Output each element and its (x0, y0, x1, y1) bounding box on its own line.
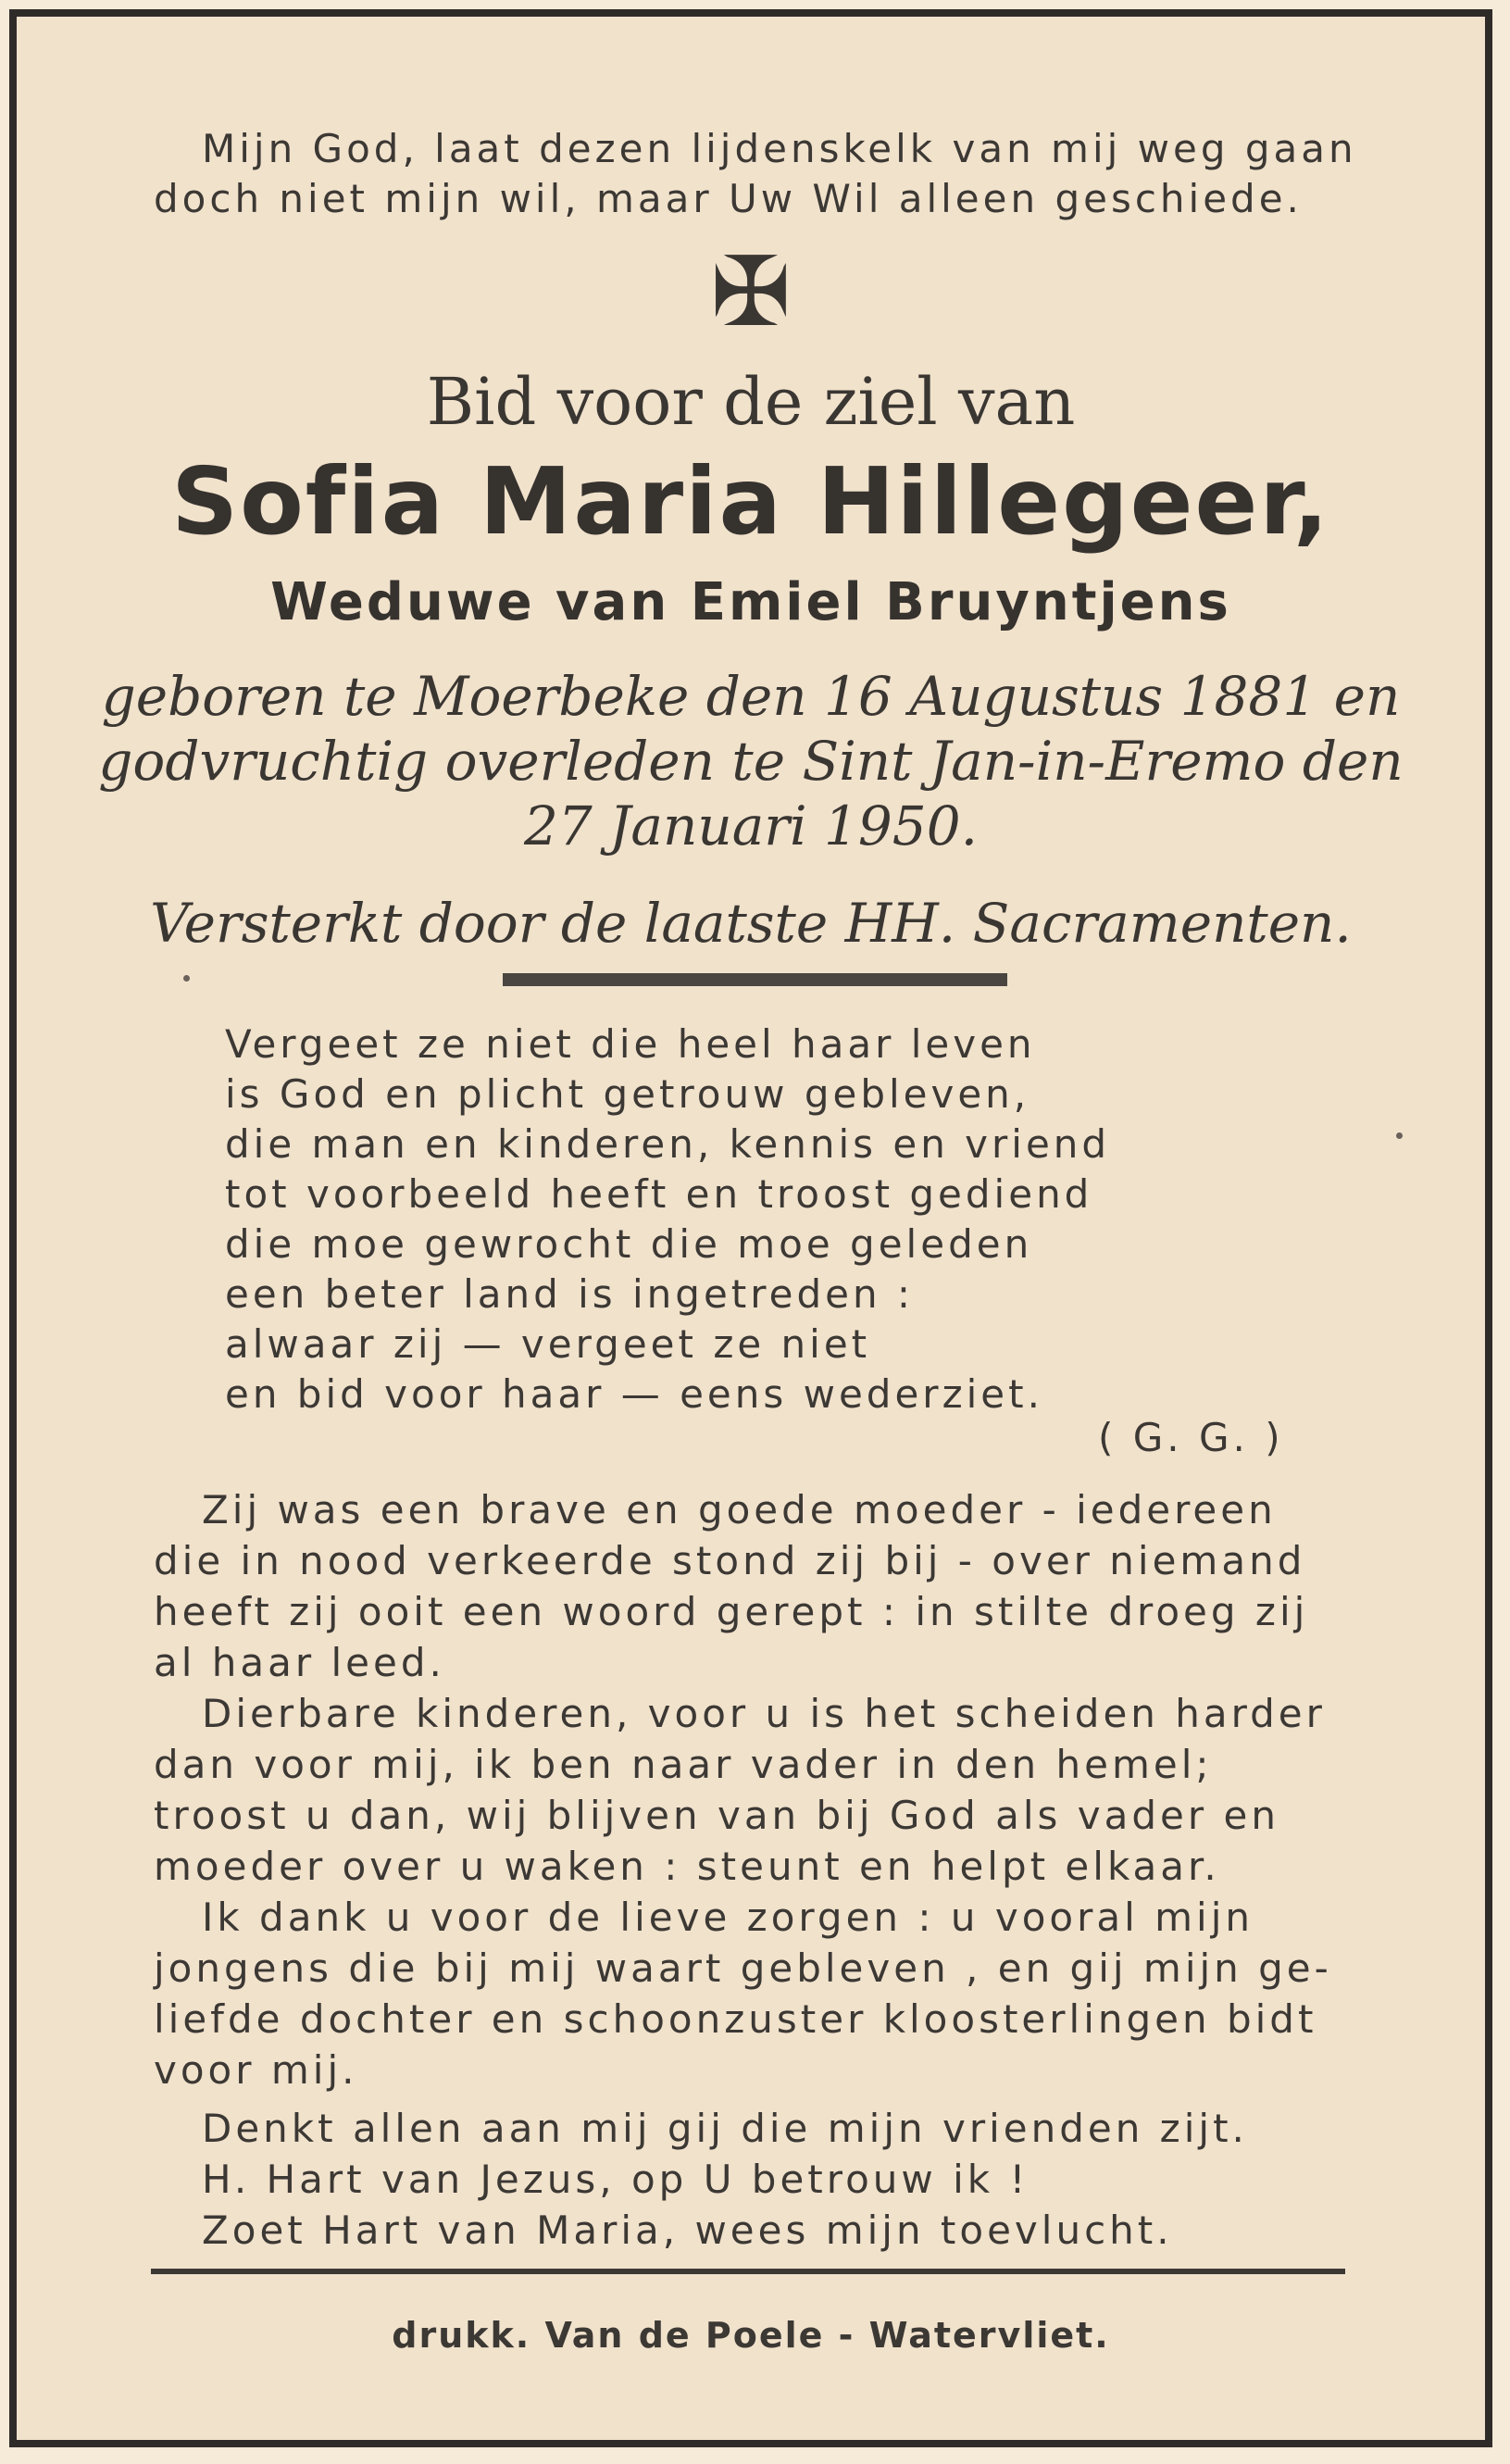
death-line: godvruchtig overleden te Sint Jan-in-Eremo den (98, 730, 1404, 793)
poem-line-2: is God en plicht getrouw gebleven, (225, 1071, 1030, 1117)
poem-line-4: tot voorbeeld heeft en troost gediend (225, 1171, 1093, 1217)
header-verse-line-1: Mijn God, laat dezen lijdenskelk van mij weg gaan (202, 126, 1357, 171)
prose-line-5: Dierbare kinderen, voor u is het scheiden harder (202, 1691, 1326, 1736)
poem-line-6: een beter land is ingetreden : (225, 1271, 915, 1317)
poem-line-8: en bid voor haar — eens wederziet. (225, 1371, 1043, 1417)
prose-line-12: voor mij. (154, 2047, 358, 2093)
header-verse-line-2: doch niet mijn wil, maar Uw Wil alleen geschiede. (154, 176, 1303, 221)
prose-line-6: dan voor mij, ik ben naar vader in den hemel; (154, 1742, 1213, 1787)
prose-line-1: Zij was een brave en goede moeder - iedereen (202, 1487, 1277, 1532)
paper-speck (1396, 1132, 1403, 1139)
prose-line-10: jongens die bij mij waart gebleven , en gij mijn ge- (154, 1945, 1332, 1991)
prose-line-14: H. Hart van Jezus, op U betrouw ik ! (202, 2157, 1030, 2202)
prayer-heading: Bid voor de ziel van (426, 364, 1076, 440)
paper-speck (183, 975, 190, 982)
footer-divider (151, 2269, 1345, 2274)
widow-subtitle: Weduwe van Emiel Bruyntjens (270, 572, 1231, 632)
poem-signature: ( G. G. ) (1098, 1415, 1284, 1460)
memorial-card (9, 9, 1492, 2447)
sacraments-line: Versterkt door de laatste HH. Sacramenten. (150, 892, 1352, 955)
cross-icon: ✠ (710, 235, 792, 348)
prose-line-13: Denkt allen aan mij gij die mijn vrienden zijt. (202, 2106, 1248, 2151)
prose-line-8: moeder over u waken : steunt en helpt elkaar. (154, 1844, 1220, 1889)
deceased-name: Sofia Maria Hillegeer, (171, 447, 1330, 556)
poem-line-5: die moe gewrocht die moe geleden (225, 1221, 1033, 1267)
prose-line-3: heeft zij ooit een woord gerept : in stilte droeg zij (154, 1589, 1309, 1634)
prose-line-7: troost u dan, wij blijven van bij God als vader en (154, 1793, 1279, 1838)
poem-line-3: die man en kinderen, kennis en vriend (225, 1121, 1111, 1167)
prose-line-9: Ik dank u voor de lieve zorgen : u vooral mijn (202, 1895, 1254, 1940)
prose-line-4: al haar leed. (154, 1640, 445, 1685)
poem-line-1: Vergeet ze niet die heel haar leven (225, 1021, 1036, 1067)
short-divider (503, 973, 1007, 986)
prose-line-2: die in nood verkeerde stond zij bij - over niemand (154, 1538, 1306, 1583)
poem-line-7: alwaar zij — vergeet ze niet (225, 1321, 871, 1367)
printer-credit: drukk. Van de Poele - Watervliet. (392, 2315, 1110, 2356)
prose-line-11: liefde dochter en schoonzuster kloosterlingen bidt (154, 1996, 1317, 2042)
death-date-line: 27 Januari 1950. (523, 794, 979, 857)
birth-line: geboren te Moerbeke den 16 Augustus 1881 en (101, 665, 1401, 728)
prose-line-15: Zoet Hart van Maria, wees mijn toevlucht. (202, 2208, 1173, 2253)
